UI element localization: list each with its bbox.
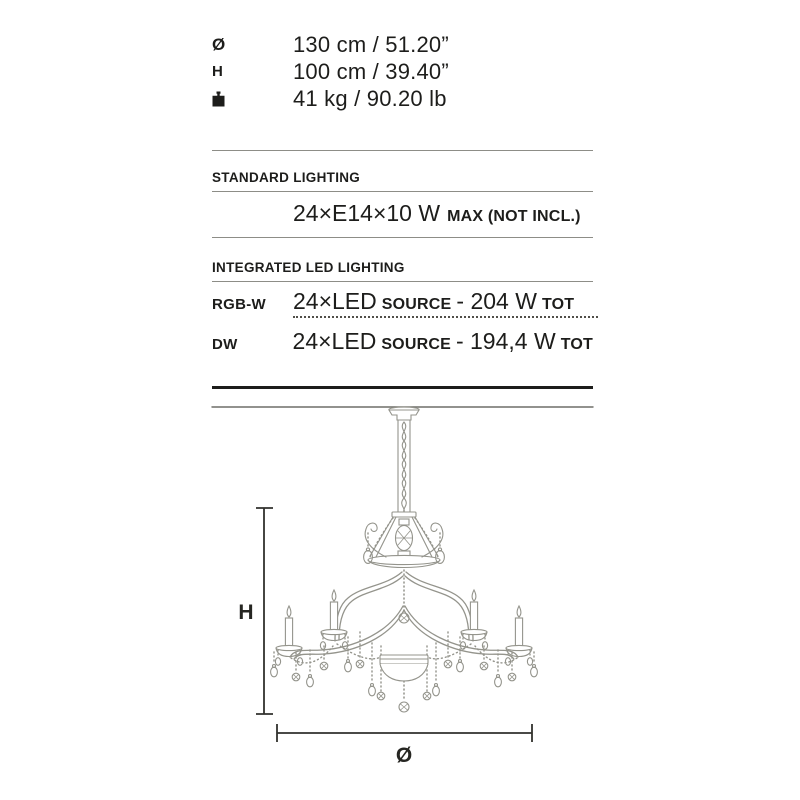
candle xyxy=(460,590,487,649)
led-row-dw xyxy=(212,327,593,359)
standard-lighting-value-note: MAX (NOT INCL.) xyxy=(447,208,581,225)
height-value: 100 cm / 39.40” xyxy=(293,58,449,84)
led-row-rgbw-label: RGB-W xyxy=(212,296,266,313)
diameter-icon: Ø xyxy=(212,34,226,54)
integrated-led-title: INTEGRATED LED LIGHTING xyxy=(212,260,405,275)
led-row-dw-value xyxy=(293,327,593,359)
divider-led-dotted xyxy=(293,316,598,318)
diameter-value: 130 cm / 51.20” xyxy=(293,31,449,57)
led-row-rgbw-value xyxy=(293,287,574,319)
center-bowl xyxy=(380,655,428,712)
chandelier-diagram xyxy=(200,400,600,770)
standard-lighting-value xyxy=(293,199,581,231)
divider-standard-bottom xyxy=(212,237,593,238)
standard-lighting-title: STANDARD LIGHTING xyxy=(212,170,361,185)
led-row-rgbw xyxy=(212,287,593,319)
candle xyxy=(275,606,302,665)
led-dw-watt: - 194,4 W xyxy=(455,328,556,354)
spec-rows xyxy=(212,31,593,112)
baluster xyxy=(396,519,413,557)
weight-icon xyxy=(212,91,293,107)
canopy xyxy=(389,407,419,420)
height-icon: H xyxy=(212,63,223,80)
weight-value: 41 kg / 90.20 lb xyxy=(293,85,447,111)
divider-thick xyxy=(212,386,593,389)
led-row-dw-label: DW xyxy=(212,336,238,353)
divider-top xyxy=(212,150,593,151)
spec-row-height xyxy=(212,58,593,85)
led-rgbw-count: 24×LED xyxy=(293,288,377,314)
height-dimension-label: H xyxy=(238,601,254,624)
divider-led-title xyxy=(212,281,593,282)
led-rgbw-source: SOURCE xyxy=(381,296,452,313)
candle xyxy=(505,606,532,665)
divider-standard-title xyxy=(212,191,593,192)
stem xyxy=(392,420,416,517)
led-rgbw-tot: TOT xyxy=(541,296,575,313)
led-dw-source: SOURCE xyxy=(381,336,451,353)
spec-row-weight xyxy=(212,85,593,112)
led-dw-tot: TOT xyxy=(560,336,593,353)
spec-row-diameter xyxy=(212,31,593,58)
candle xyxy=(320,590,347,649)
led-rgbw-watt: - 204 W xyxy=(456,288,537,314)
diameter-dimension-label: Ø xyxy=(395,744,413,767)
diameter-dimension-line xyxy=(277,724,532,742)
arm-plate xyxy=(368,555,440,567)
height-dimension-line xyxy=(256,508,273,714)
standard-lighting-value-main: 24×E14×10 W xyxy=(293,200,441,226)
led-dw-count: 24×LED xyxy=(292,328,377,354)
